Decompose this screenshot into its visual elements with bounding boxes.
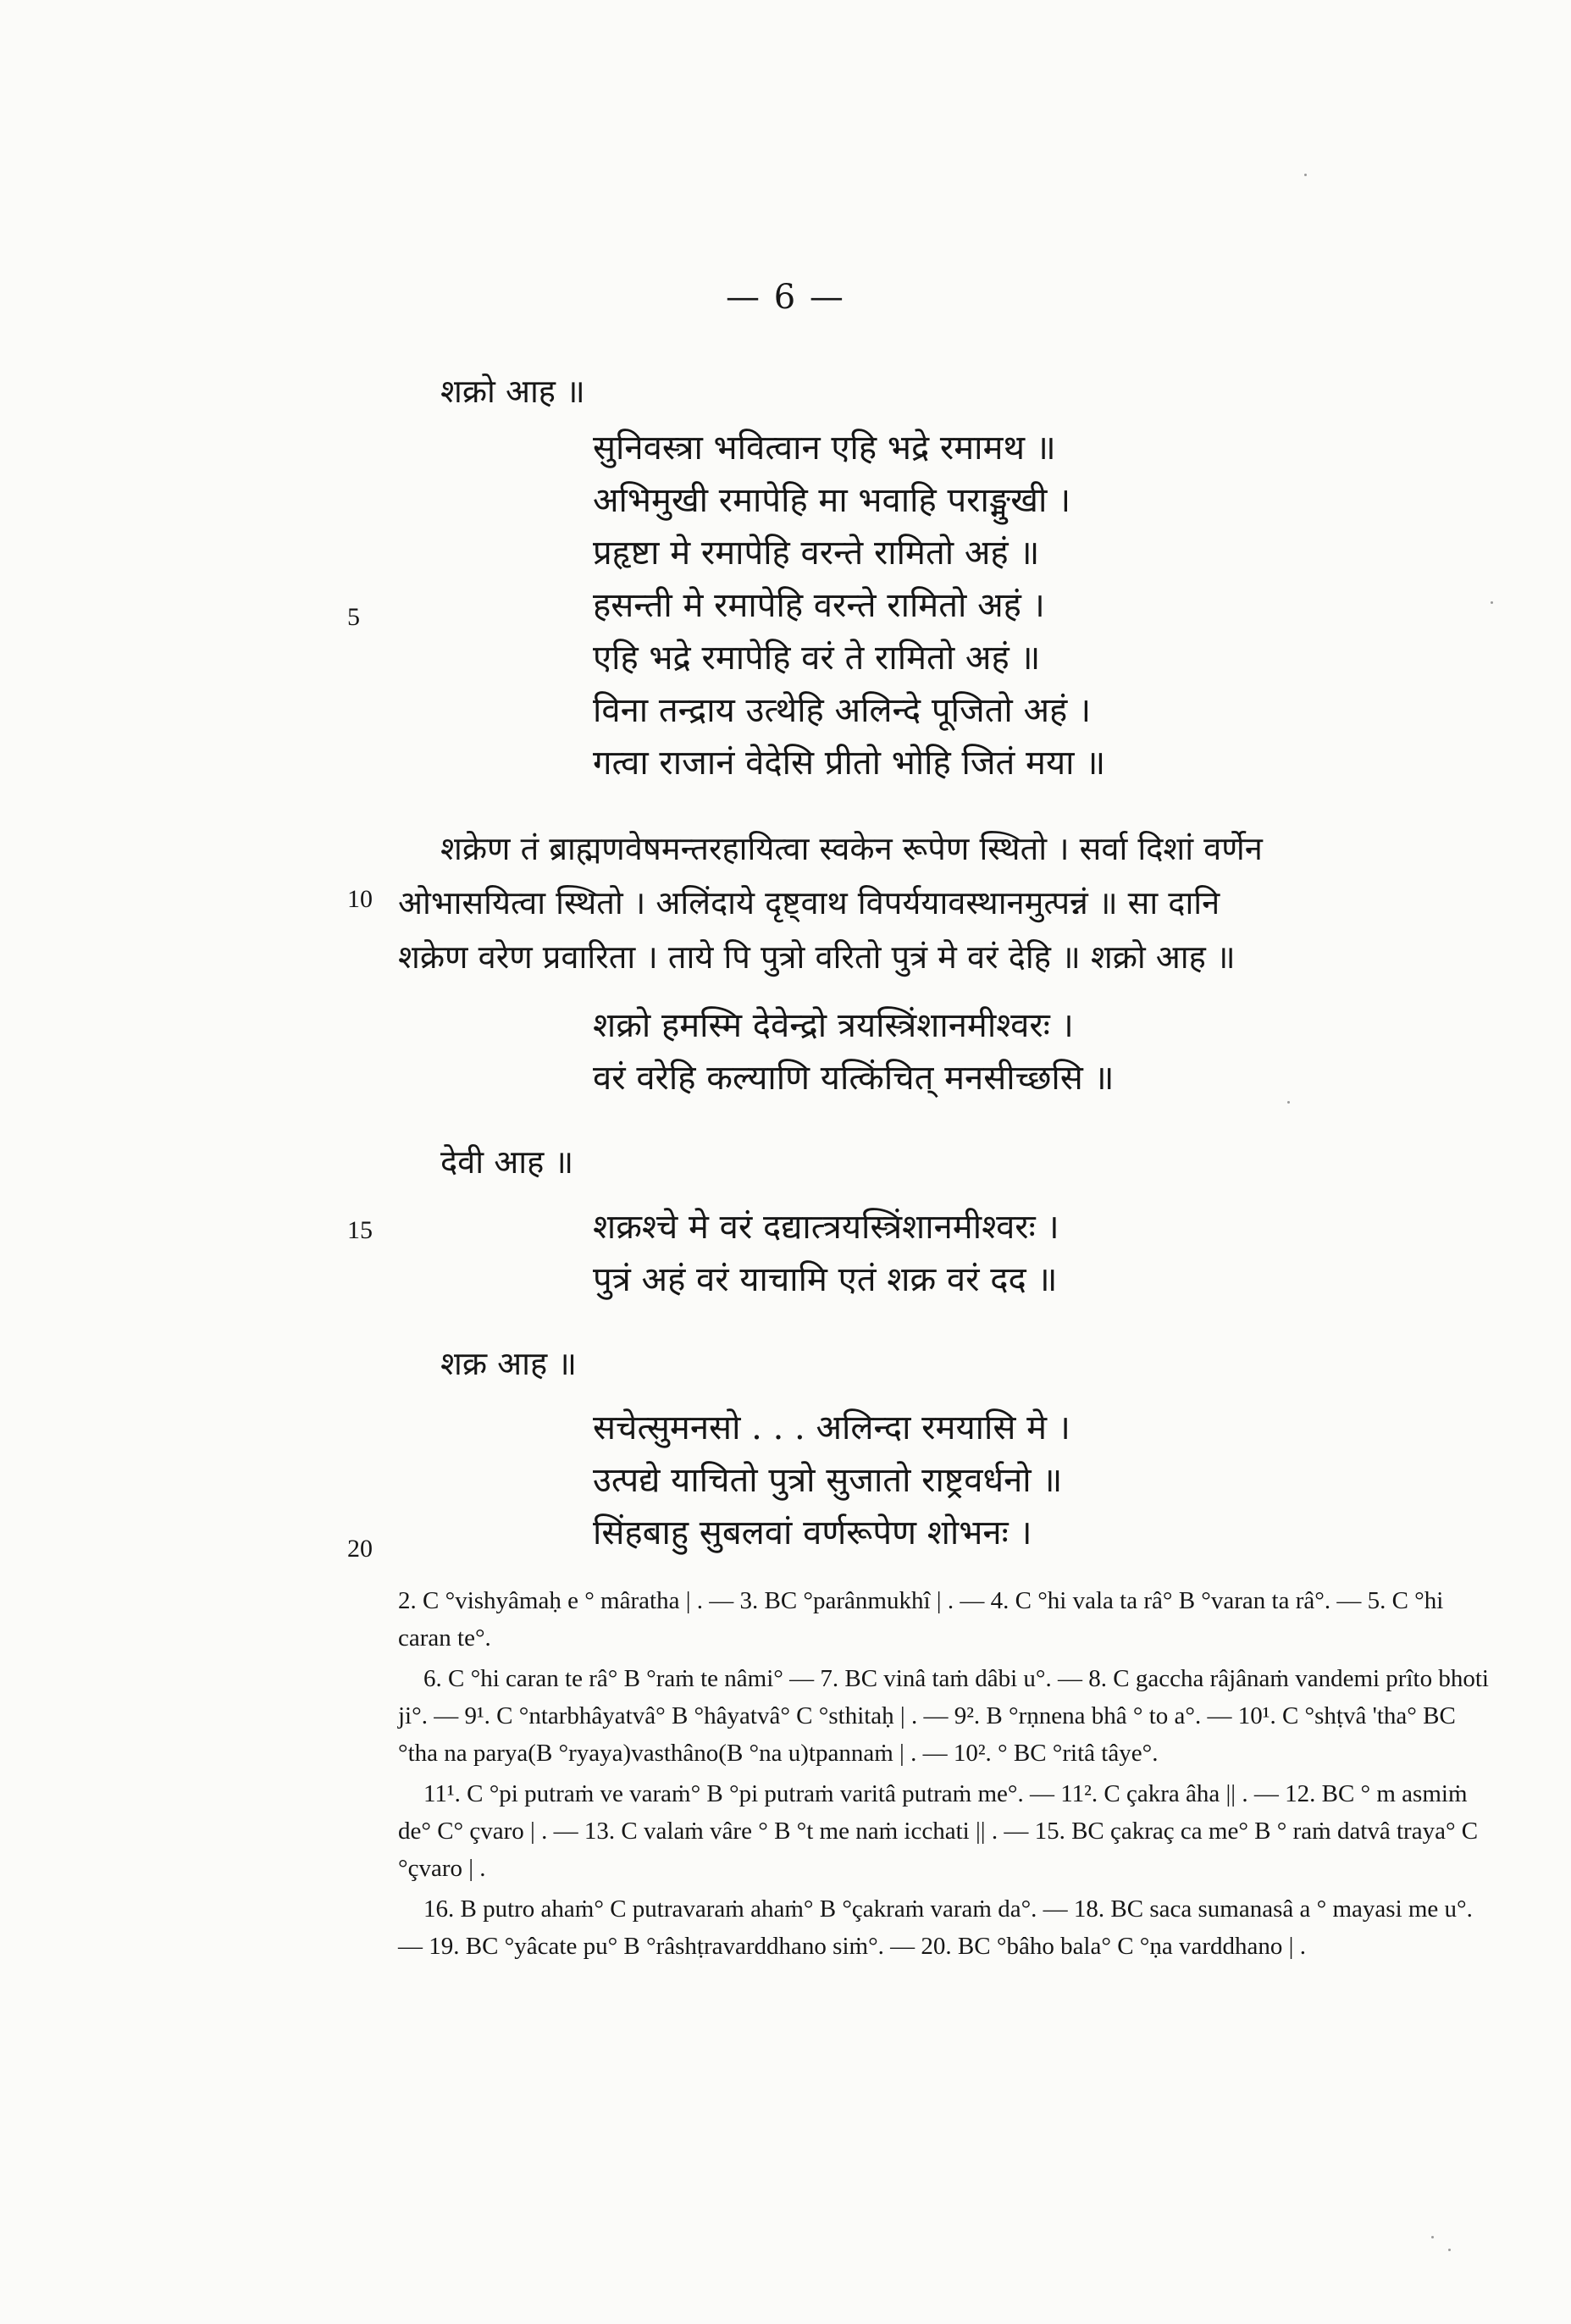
speaker-heading: शक्रो आह ॥ [440,373,585,410]
verse-line: सिंहबाहु सुबलवां वर्णरूपेण शोभनः । [593,1513,1032,1552]
verse-line: एहि भद्रे रमापेहि वरं ते रामितो अहं ॥ [593,639,1041,678]
line-number: 5 [347,603,360,631]
line-number: 10 [347,885,373,913]
verse-line: शक्रश्चे मे वरं दद्यात्त्रयस्त्रिंशानमीश्वरः । [593,1208,1059,1247]
verse-line: वरं वरेहि कल्याणि यत्किंचित् मनसीच्छसि ॥ [593,1059,1115,1098]
speaker-heading: देवी आह ॥ [440,1143,574,1181]
verse-line: अभिमुखी रमापेहि मा भवाहि पराङ्मुखी । [593,481,1071,520]
verse-block [593,999,1115,1104]
speaker-heading: शक्र आह ॥ [440,1345,577,1382]
apparatus-note: 11¹. C °pi putraṁ ve varaṁ° B °pi putraṁ varitâ putraṁ me°. — 11². C çakra âha || . — 12. BC ° m asmiṁ de° C° çvaro | . — 13. C valaṁ vâre ° B °t me naṁ icchati || . — 15. BC çakraç ca me° B ° raṁ datvâ traya° C °çvaro | . [398,1780,1479,1882]
verse-line: सचेत्सुमनसो . . . अलिन्दा रमयासि मे । [593,1408,1070,1447]
scan-speck [1448,2249,1451,2251]
scan-speck [1287,1101,1290,1104]
prose-line: शक्रेण वरेण प्रवारिता । ताये पि पुत्रो वरितो पुत्रं मे वरं देहि ॥ शक्रो आह ॥ [398,938,1236,976]
apparatus-note: 2. C °vishyâmaḥ e ° mâratha | . — 3. BC °parânmukhî | . — 4. C °hi vala ta râ° B °varan ta râ°. — 5. C °hi caran te°. [398,1587,1444,1652]
page-number: — 6 — [726,278,845,317]
apparatus-note: 16. B putro ahaṁ° C putravaraṁ ahaṁ° B °çakraṁ varaṁ da°. — 18. BC saca sumanasâ a ° mayasi me u°. — 19. BC °yâcate pu° B °râshṭravarddhano siṁ°. — 20. BC °bâho bala° C °ṇa varddhano | . [398,1895,1473,1960]
line-number: 20 [347,1535,373,1563]
verse-line: सुनिवस्त्रा भवित्वान एहि भद्रे रमामथ ॥ [593,429,1056,468]
critical-apparatus [398,1582,1499,1968]
verse-line: पुत्रं अहं वरं याचामि एतं शक्र वरं दद ॥ [593,1260,1058,1299]
scan-speck [1491,601,1493,604]
verse-line: हसन्ती मे रमापेहि वरन्ते रामितो अहं । [593,586,1045,625]
apparatus-note: 6. C °hi caran te râ° B °raṁ te nâmi° — 7. BC vinâ taṁ dâbi u°. — 8. C gaccha râjânaṁ vandemi prîto bhoti ji°. — 9¹. C °ntarbhâyatvâ° B °hâyatvâ° C °sthitaḥ | . — 9². B °rṇnena bhâ ° to a°. — 10¹. C °shṭvâ 'tha° BC °tha na parya(B °ryaya)vasthâno(B °na u)tpannaṁ | . — 10². ° BC °ritâ tâye°. [398,1665,1489,1767]
verse-block [593,422,1105,789]
verse-line: गत्वा राजानं वेदेसि प्रीतो भोहि जितं मया ॥ [593,744,1106,783]
verse-block [593,1402,1070,1559]
prose-line: ओभासयित्वा स्थितो । अलिंदाये दृष्ट्वाथ विपर्ययावस्थानमुत्पन्नं ॥ सा दानि [398,884,1220,921]
verse-line: उत्पद्ये याचितो पुत्रो सुजातो राष्ट्रवर्धनो ॥ [593,1461,1063,1500]
line-number: 15 [347,1216,373,1244]
scan-speck [1431,2236,1434,2238]
verse-line: प्रहृष्टा मे रमापेहि वरन्ते रामितो अहं ॥ [593,534,1040,573]
verse-line: विना तन्द्राय उत्थेहि अलिन्दे पूजितो अहं । [593,691,1092,730]
verse-line: शक्रो हमस्मि देवेन्द्रो त्रयस्त्रिंशानमीश्वरः । [593,1006,1074,1045]
prose-paragraph [398,822,1491,984]
prose-line: शक्रेण तं ब्राह्मणवेषमन्तरहायित्वा स्वकेन रूपेण स्थितो । सर्वा दिशां वर्णेन [440,830,1263,867]
verse-block [593,1201,1059,1306]
scan-speck [1304,174,1307,176]
